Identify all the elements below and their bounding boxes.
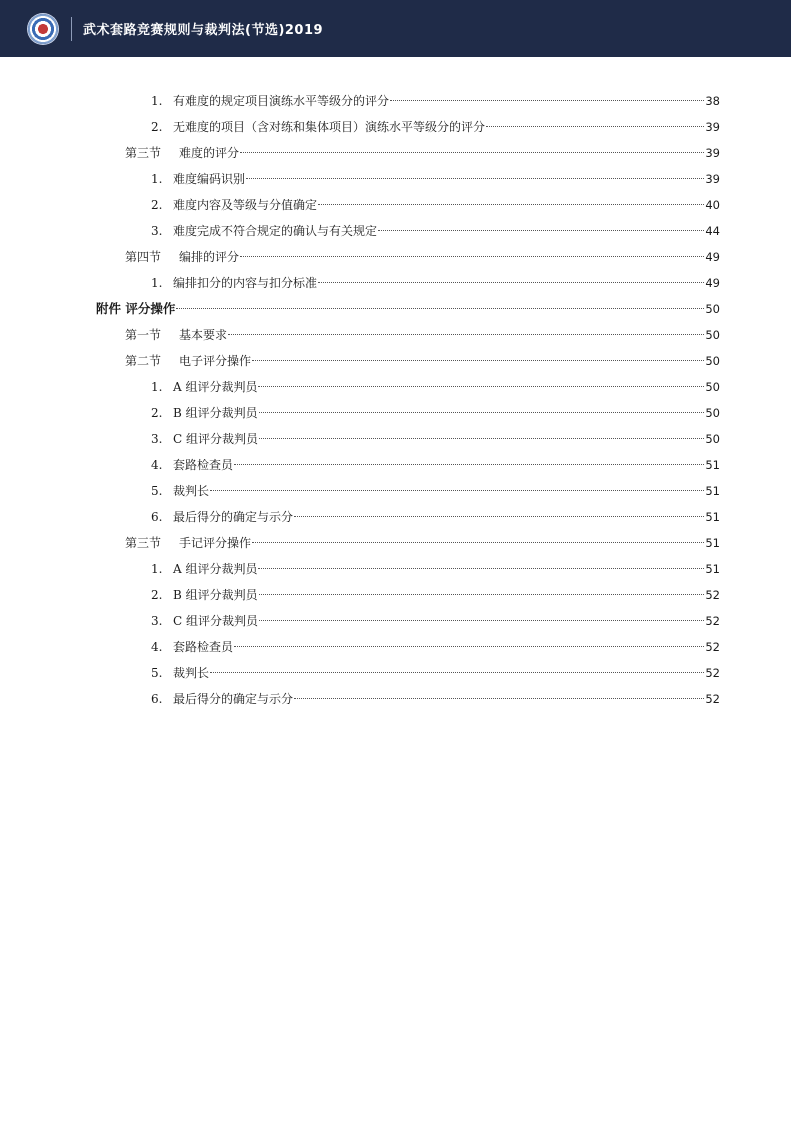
- toc-dot-leader: [294, 516, 704, 517]
- toc-dot-leader: [378, 230, 704, 231]
- toc-entry-number: 1.: [151, 94, 163, 108]
- toc-entry-title: 套路检查员: [173, 640, 234, 654]
- toc-entry-number: 6.: [151, 692, 163, 706]
- toc-entry[interactable]: [96, 299, 720, 319]
- toc-dot-leader: [258, 386, 704, 387]
- toc-entry[interactable]: [125, 351, 720, 371]
- toc-entry[interactable]: [151, 585, 720, 605]
- toc-section-label: 第一节: [125, 328, 162, 342]
- toc-entry-number: 2.: [151, 406, 163, 420]
- toc-entry[interactable]: [151, 429, 720, 449]
- toc-entry-number: 3.: [151, 614, 163, 628]
- toc-entry-number: 2.: [151, 120, 163, 134]
- toc-entry[interactable]: [151, 117, 720, 137]
- toc-entry-title: B 组评分裁判员: [173, 406, 258, 420]
- toc-page-number: 49: [705, 276, 720, 290]
- toc-dot-leader: [318, 204, 704, 205]
- toc-dot-leader: [486, 126, 704, 127]
- toc-entry-title: 最后得分的确定与示分: [173, 510, 294, 524]
- toc-entry-number: 6.: [151, 510, 163, 524]
- toc-entry[interactable]: [151, 611, 720, 631]
- toc-entry-title: 无难度的项目（含对练和集体项目）演练水平等级分的评分: [173, 120, 486, 134]
- toc-entry[interactable]: [151, 637, 720, 657]
- toc-page-number: 50: [705, 328, 720, 342]
- toc-dot-leader: [259, 412, 705, 413]
- toc-page-number: 44: [705, 224, 720, 238]
- toc-entry[interactable]: [151, 221, 720, 241]
- toc-entry[interactable]: [151, 455, 720, 475]
- toc-entry-title: B 组评分裁判员: [173, 588, 258, 602]
- toc-dot-leader: [240, 256, 704, 257]
- toc-entry[interactable]: [125, 325, 720, 345]
- toc-entry-number: 3.: [151, 432, 163, 446]
- toc-entry-number: 5.: [151, 484, 163, 498]
- toc-page-number: 52: [705, 614, 720, 628]
- toc-entry-title: 手记评分操作: [179, 536, 252, 550]
- toc-section-label: 第三节: [125, 536, 162, 550]
- toc-page-number: 40: [705, 198, 720, 212]
- toc-page-number: 50: [705, 354, 720, 368]
- association-logo-icon: [28, 14, 58, 44]
- toc-page-number: 39: [705, 120, 720, 134]
- toc-entry-number: 2.: [151, 198, 163, 212]
- toc-entry-number: 1.: [151, 276, 163, 290]
- toc-entry-title: 基本要求: [179, 328, 228, 342]
- toc-entry[interactable]: [151, 663, 720, 683]
- toc-entry-title: 难度完成不符合规定的确认与有关规定: [173, 224, 378, 238]
- toc-entry-title: 难度内容及等级与分值确定: [173, 198, 318, 212]
- toc-entry-number: 1.: [151, 380, 163, 394]
- toc-page-number: 39: [705, 146, 720, 160]
- toc-entry-title: 有难度的规定项目演练水平等级分的评分: [173, 94, 390, 108]
- toc-entry[interactable]: [151, 481, 720, 501]
- toc-dot-leader: [246, 178, 704, 179]
- toc-page-number: 51: [705, 458, 720, 472]
- toc-page-number: 52: [705, 666, 720, 680]
- toc-section-label: 第四节: [125, 250, 162, 264]
- toc-entry-number: 4.: [151, 640, 163, 654]
- toc-entry[interactable]: [151, 91, 720, 111]
- toc-page-number: 49: [705, 250, 720, 264]
- toc-entry-title: 最后得分的确定与示分: [173, 692, 294, 706]
- toc-dot-leader: [252, 360, 704, 361]
- toc-page-number: 51: [705, 536, 720, 550]
- toc-entry-number: 5.: [151, 666, 163, 680]
- toc-page-number: 51: [705, 484, 720, 498]
- toc-entry-title: 附件 评分操作: [96, 301, 176, 316]
- toc-entry-title: 编排扣分的内容与扣分标准: [173, 276, 318, 290]
- toc-entry-number: 1.: [151, 172, 163, 186]
- toc-dot-leader: [258, 568, 704, 569]
- toc-page-number: 52: [705, 640, 720, 654]
- toc-entry-title: 电子评分操作: [179, 354, 252, 368]
- toc-page-number: 50: [705, 432, 720, 446]
- toc-page-number: 51: [705, 510, 720, 524]
- toc-entry[interactable]: [151, 377, 720, 397]
- toc-dot-leader: [234, 464, 704, 465]
- toc-entry-number: 4.: [151, 458, 163, 472]
- toc-entry-title: 难度编码识别: [173, 172, 246, 186]
- toc-dot-leader: [176, 308, 704, 309]
- toc-dot-leader: [234, 646, 704, 647]
- toc-entry-title: 难度的评分: [179, 146, 240, 160]
- toc-entry[interactable]: [151, 403, 720, 423]
- toc-dot-leader: [318, 282, 704, 283]
- toc-entry-title: 套路检查员: [173, 458, 234, 472]
- toc-entry-number: 1.: [151, 562, 163, 576]
- toc-entry-title: A 组评分裁判员: [173, 562, 258, 576]
- toc-entry-title: C 组评分裁判员: [173, 614, 258, 628]
- toc-entry-title: A 组评分裁判员: [173, 380, 258, 394]
- header-divider: [71, 17, 72, 41]
- toc-dot-leader: [259, 438, 704, 439]
- toc-page-number: 52: [705, 588, 720, 602]
- toc-page-number: 52: [705, 692, 720, 706]
- toc-entry[interactable]: [125, 533, 720, 553]
- toc-page-number: 38: [705, 94, 720, 108]
- toc-section-label: 第二节: [125, 354, 162, 368]
- toc-entry-title: 编排的评分: [179, 250, 240, 264]
- toc-entry[interactable]: [151, 689, 720, 709]
- toc-dot-leader: [294, 698, 704, 699]
- toc-page-number: 50: [705, 302, 720, 316]
- toc-dot-leader: [210, 490, 704, 491]
- toc-dot-leader: [259, 594, 705, 595]
- toc-dot-leader: [240, 152, 704, 153]
- toc-entry-title: 裁判长: [173, 484, 210, 498]
- toc-entry[interactable]: [151, 559, 720, 579]
- toc-entry-number: 2.: [151, 588, 163, 602]
- toc-entry-number: 3.: [151, 224, 163, 238]
- toc-entry[interactable]: [151, 195, 720, 215]
- toc-dot-leader: [259, 620, 704, 621]
- toc-entry[interactable]: [151, 507, 720, 527]
- page-header: [0, 0, 791, 57]
- toc-section-label: 第三节: [125, 146, 162, 160]
- toc-dot-leader: [390, 100, 704, 101]
- toc-dot-leader: [252, 542, 704, 543]
- toc-entry[interactable]: [125, 143, 720, 163]
- toc-dot-leader: [228, 334, 704, 335]
- toc-entry-title: 裁判长: [173, 666, 210, 680]
- toc-dot-leader: [210, 672, 704, 673]
- toc-entry[interactable]: [151, 273, 720, 293]
- toc-entry-title: C 组评分裁判员: [173, 432, 258, 446]
- document-title: 武术套路竞赛规则与裁判法(节选)2019: [83, 23, 324, 38]
- toc-entry[interactable]: [151, 169, 720, 189]
- toc-page-number: 50: [705, 406, 720, 420]
- toc-page-number: 39: [705, 172, 720, 186]
- toc-page-number: 50: [705, 380, 720, 394]
- toc-page-number: 51: [705, 562, 720, 576]
- toc-entry[interactable]: [125, 247, 720, 267]
